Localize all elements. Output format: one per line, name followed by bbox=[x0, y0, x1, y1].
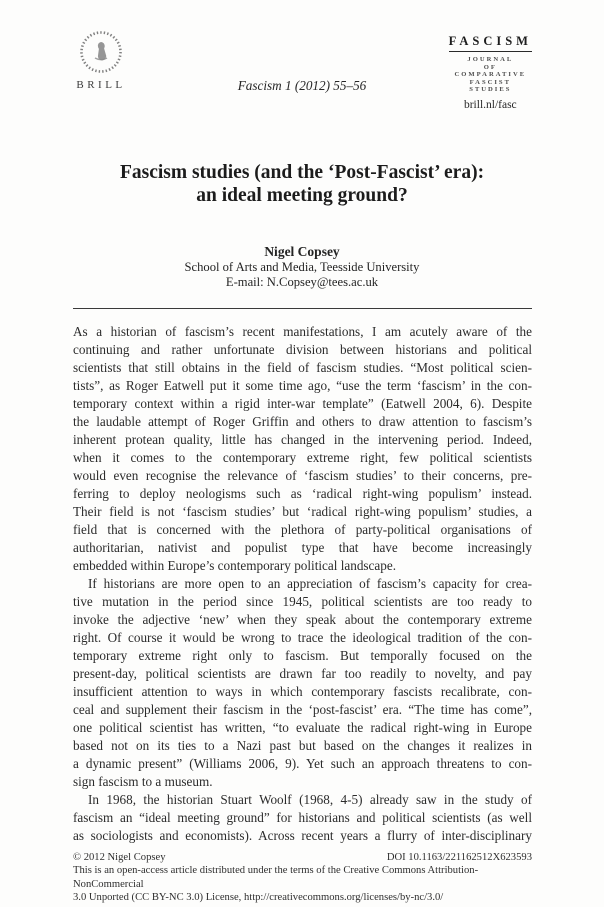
masthead-title: FASCISM bbox=[449, 34, 532, 52]
masthead-subtitle bbox=[449, 56, 532, 94]
masthead-subtitle-line: STUDIES bbox=[469, 86, 512, 94]
body-line: ferring to deploy neologisms such as ‘radical right-wing populism’ instead. bbox=[73, 486, 532, 501]
body-line: continuing and rather unfortunate division between historians and political bbox=[73, 342, 532, 357]
author-affiliation: School of Arts and Media, Teesside University bbox=[184, 260, 420, 274]
copyright-notice: © 2012 Nigel Copsey bbox=[73, 852, 166, 863]
body-line: ceal and supplement their fascism in the ‘post-fascist’ era. “The time has come”, bbox=[73, 702, 532, 717]
paragraph bbox=[73, 575, 532, 791]
journal-url: brill.nl/fasc bbox=[463, 98, 517, 111]
license-line: 3.0 Unported (CC BY-NC 3.0) License, http://creativecommons.org/licenses/by-nc/3.0/ bbox=[73, 891, 444, 903]
body-line: authoritarian, nativist and populist type that have become increasingly bbox=[73, 540, 532, 555]
body-line: As a historian of fascism’s recent manifestations, I am acutely aware of the bbox=[73, 324, 532, 339]
article-title bbox=[0, 161, 604, 207]
page-footer bbox=[73, 851, 532, 904]
license-line: This is an open-access article distributed under the terms of the Creative Commons Attribution-NonCommercial bbox=[73, 865, 479, 890]
paragraph bbox=[73, 791, 532, 845]
author-email: E-mail: N.Copsey@tees.ac.uk bbox=[225, 275, 379, 290]
body-line: Their field is not ‘fascism studies’ but ‘radical right-wing populism’ studies, a bbox=[73, 504, 532, 519]
body-line: invoke the adjective ‘new’ when they speak about the contemporary extreme bbox=[73, 612, 532, 627]
body-line: If historians are more open to an appreciation of fascism’s capacity for crea- bbox=[88, 576, 532, 591]
footer-copyright-row bbox=[73, 851, 532, 864]
paragraph bbox=[73, 323, 532, 575]
body-line: temporary extreme right only to fascism. But temporally focused on the bbox=[73, 648, 532, 663]
publisher-name: BRILL bbox=[76, 79, 126, 91]
masthead-subtitle-line: OF bbox=[483, 63, 497, 71]
body-line: a dynamic present” (Williams 2006, 9). Yet such an approach threatens to con- bbox=[73, 756, 532, 771]
body-line: temporary context within a rigid inter-war template” (Eatwell 2004, 6). Despite bbox=[73, 396, 532, 411]
article-title-line2: an ideal meeting ground? bbox=[196, 185, 408, 206]
body-line: insufficient attention to ways in which contemporary fascists recalibrate, con- bbox=[73, 684, 532, 699]
header-divider bbox=[73, 308, 532, 309]
article-body bbox=[73, 323, 532, 845]
body-line: field that is concerned with the plethora of party-political organisations of bbox=[73, 522, 532, 537]
doi: DOI 10.1163/221162512X623593 bbox=[386, 852, 532, 863]
body-line: would even recognise the relevance of ‘fascism studies’ to their concerns, pre- bbox=[73, 468, 532, 483]
body-line: the laudable attempt of Roger Griffin and others to draw attention to fascism’s bbox=[73, 414, 532, 429]
body-line: embedded within Europe’s contemporary political landscape. bbox=[73, 558, 396, 573]
author-name: Nigel Copsey bbox=[264, 244, 340, 259]
author-block bbox=[0, 244, 604, 291]
article-title-line1: Fascism studies (and the ‘Post-Fascist’ era): bbox=[119, 162, 485, 183]
body-line: tists”, as Roger Eatwell put it some time ago, “use the term ‘fascism’ in the con- bbox=[73, 378, 532, 393]
masthead-subtitle-line: COMPARATIVE bbox=[454, 71, 527, 79]
body-line: scientists that still obtains in the field of fascism studies. “Most political scien- bbox=[73, 360, 532, 375]
body-line: right. Of course it would be wrong to trace the ideological tradition of the con- bbox=[73, 630, 532, 645]
body-line: as sociologists and economists). Across recent years a flurry of inter-disciplinary bbox=[73, 828, 532, 843]
body-line: inherent protean quality, little has changed in the intervening period. Indeed, bbox=[73, 432, 532, 447]
body-line: present-day, political scientists are drawn far too readily to novelty, and pay bbox=[73, 666, 532, 681]
body-line: one political scientist has written, “to evaluate the radical right-wing in Europe bbox=[73, 720, 532, 735]
body-line: sign fascism to a museum. bbox=[73, 774, 213, 789]
body-line: based not on its ties to a Nazi past but based on the changes it realizes in bbox=[73, 738, 532, 753]
body-line: when it comes to the contemporary extreme right, few political scientists bbox=[73, 450, 532, 465]
brill-emblem-icon bbox=[77, 28, 125, 77]
journal-citation: Fascism 1 (2012) 55–56 bbox=[237, 78, 367, 93]
masthead-subtitle-line: JOURNAL bbox=[467, 56, 514, 63]
body-line: tive mutation in the period since 1945, political scientists are too ready to bbox=[73, 594, 532, 609]
journal-masthead bbox=[449, 32, 532, 111]
body-line: fascism an “ideal meeting ground” for historians and political scientists (as well bbox=[73, 810, 532, 825]
masthead-subtitle-line: FASCIST bbox=[469, 78, 512, 86]
body-line: In 1968, the historian Stuart Woolf (1968, 4-5) already saw in the study of bbox=[88, 792, 532, 807]
